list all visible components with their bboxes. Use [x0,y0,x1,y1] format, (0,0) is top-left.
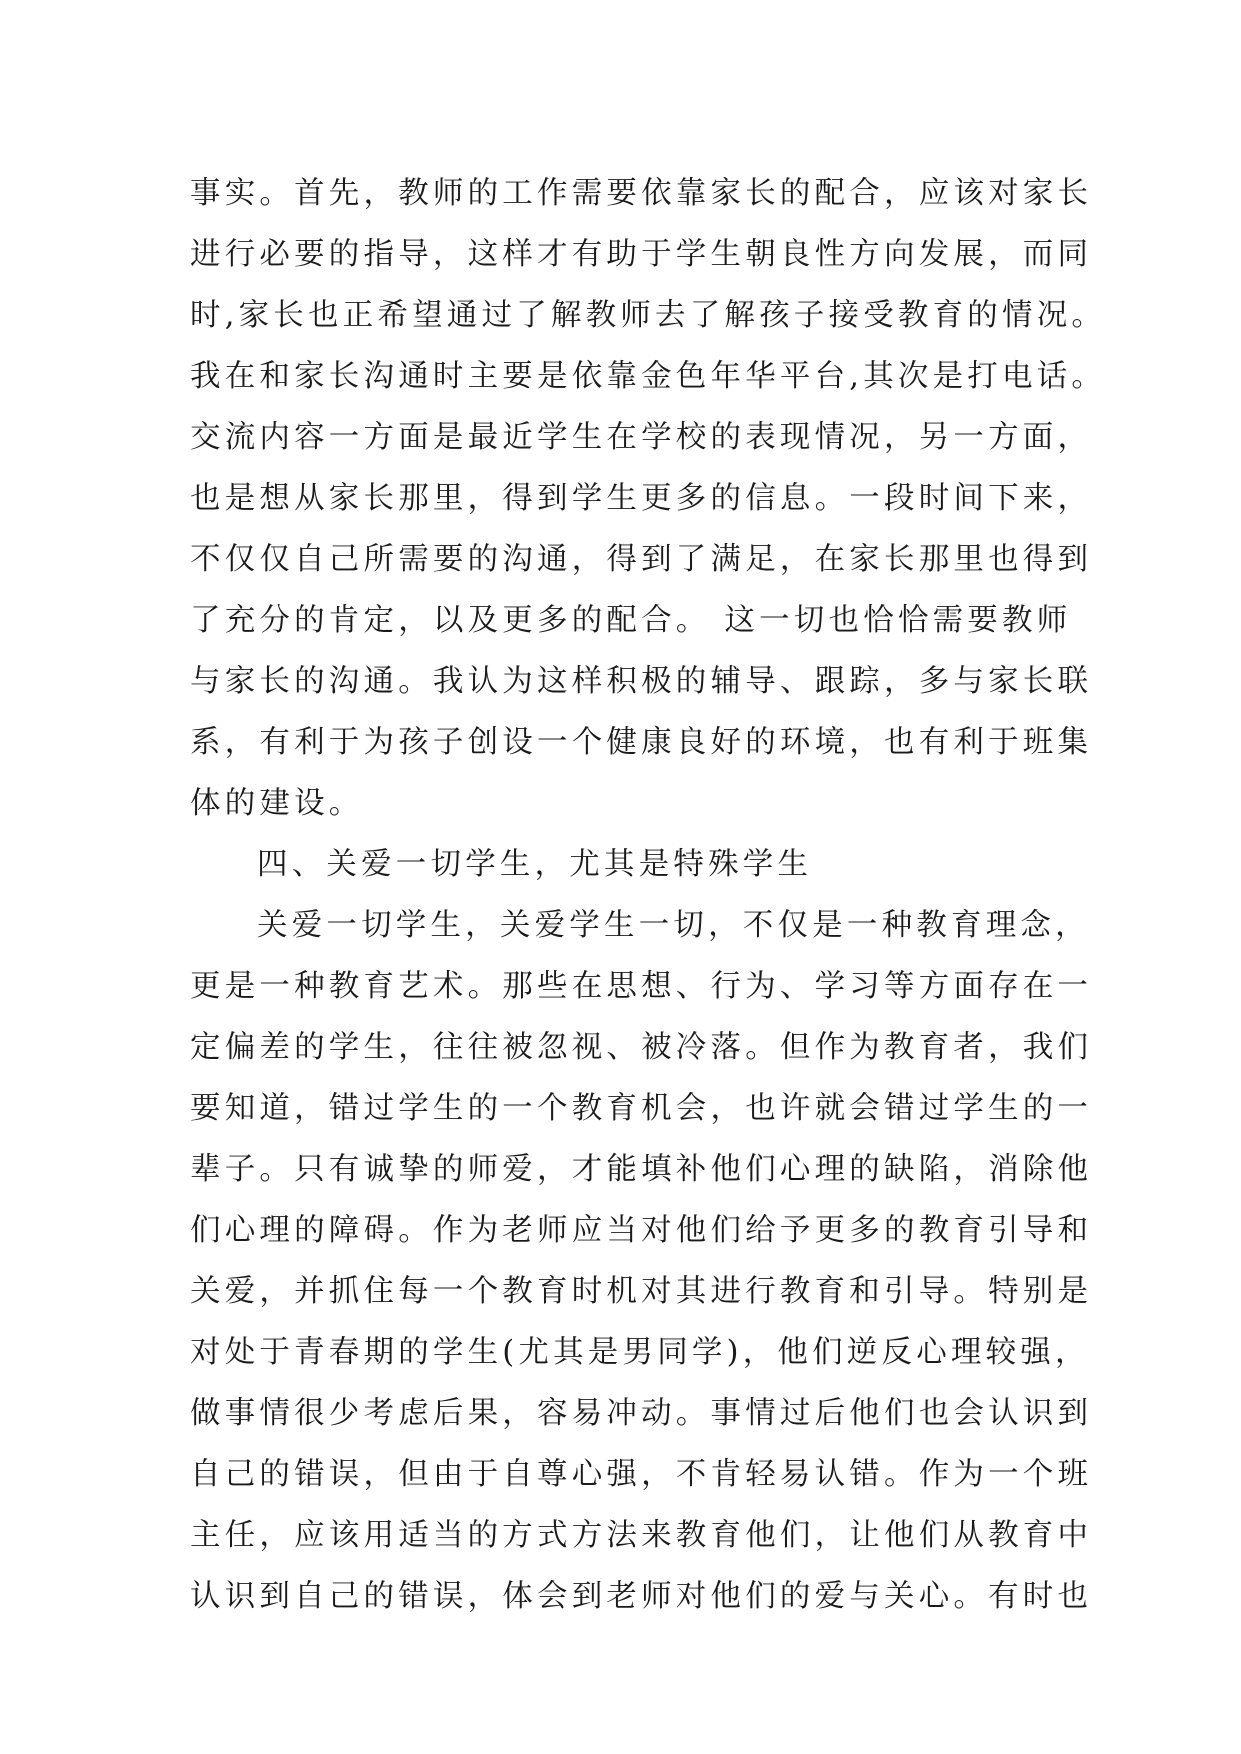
text-line: 事实。首先，教师的工作需要依靠家长的配合，应该对家长 [190,176,1093,211]
text-line: 做事情很少考虑后果，容易冲动。事情过后他们也会认识到 [190,1396,1093,1431]
text-line: 关爱，并抓住每一个教育时机对其进行教育和引导。特别是 [190,1274,1093,1309]
text-line: 要知道，错过学生的一个教育机会，也许就会错过学生的一 [190,1091,1093,1126]
text-line: 时,家长也正希望通过了解教师去了解孩子接受教育的情况。 [190,298,1107,333]
document-body [190,163,1107,1627]
section-heading: 四、关爱一切学生，尤其是特殊学生 [257,847,813,882]
text-line: 认识到自己的错误，体会到老师对他们的爱与关心。有时也 [190,1579,1093,1614]
text-line: 我在和家长沟通时主要是依靠金色年华平台,其次是打电话。 [190,359,1107,394]
text-line: 也是想从家长那里，得到学生更多的信息。一段时间下来， [190,481,1093,516]
text-line: 与家长的沟通。我认为这样积极的辅导、跟踪，多与家长联 [190,664,1093,699]
text-line: 交流内容一方面是最近学生在学校的表现情况，另一方面， [190,420,1093,455]
paragraph-first-line: 关爱一切学生，关爱学生一切，不仅是一种教育理念， [257,908,1090,943]
text-line: 不仅仅自己所需要的沟通，得到了满足，在家长那里也得到 [190,542,1093,577]
text-line: 们心理的障碍。作为老师应当对他们给予更多的教育引导和 [190,1213,1093,1248]
text-line: 了充分的肯定，以及更多的配合。 这一切也恰恰需要教师 [190,603,1072,638]
text-line: 主任，应该用适当的方式方法来教育他们，让他们从教育中 [190,1518,1093,1553]
text-line: 对处于青春期的学生(尤其是男同学)，他们逆反心理较强， [190,1335,1090,1370]
text-line: 定偏差的学生，往往被忽视、被冷落。但作为教育者，我们 [190,1030,1093,1065]
text-line: 体的建设。 [190,786,364,821]
text-line: 辈子。只有诚挚的师爱，才能填补他们心理的缺陷，消除他 [190,1152,1093,1187]
text-line: 系，有利于为孩子创设一个健康良好的环境，也有利于班集 [190,725,1093,760]
text-line: 自己的错误，但由于自尊心强，不肯轻易认错。作为一个班 [190,1457,1093,1492]
text-line: 进行必要的指导，这样才有助于学生朝良性方向发展，而同 [190,237,1093,272]
text-line: 更是一种教育艺术。那些在思想、行为、学习等方面存在一 [190,969,1093,1004]
